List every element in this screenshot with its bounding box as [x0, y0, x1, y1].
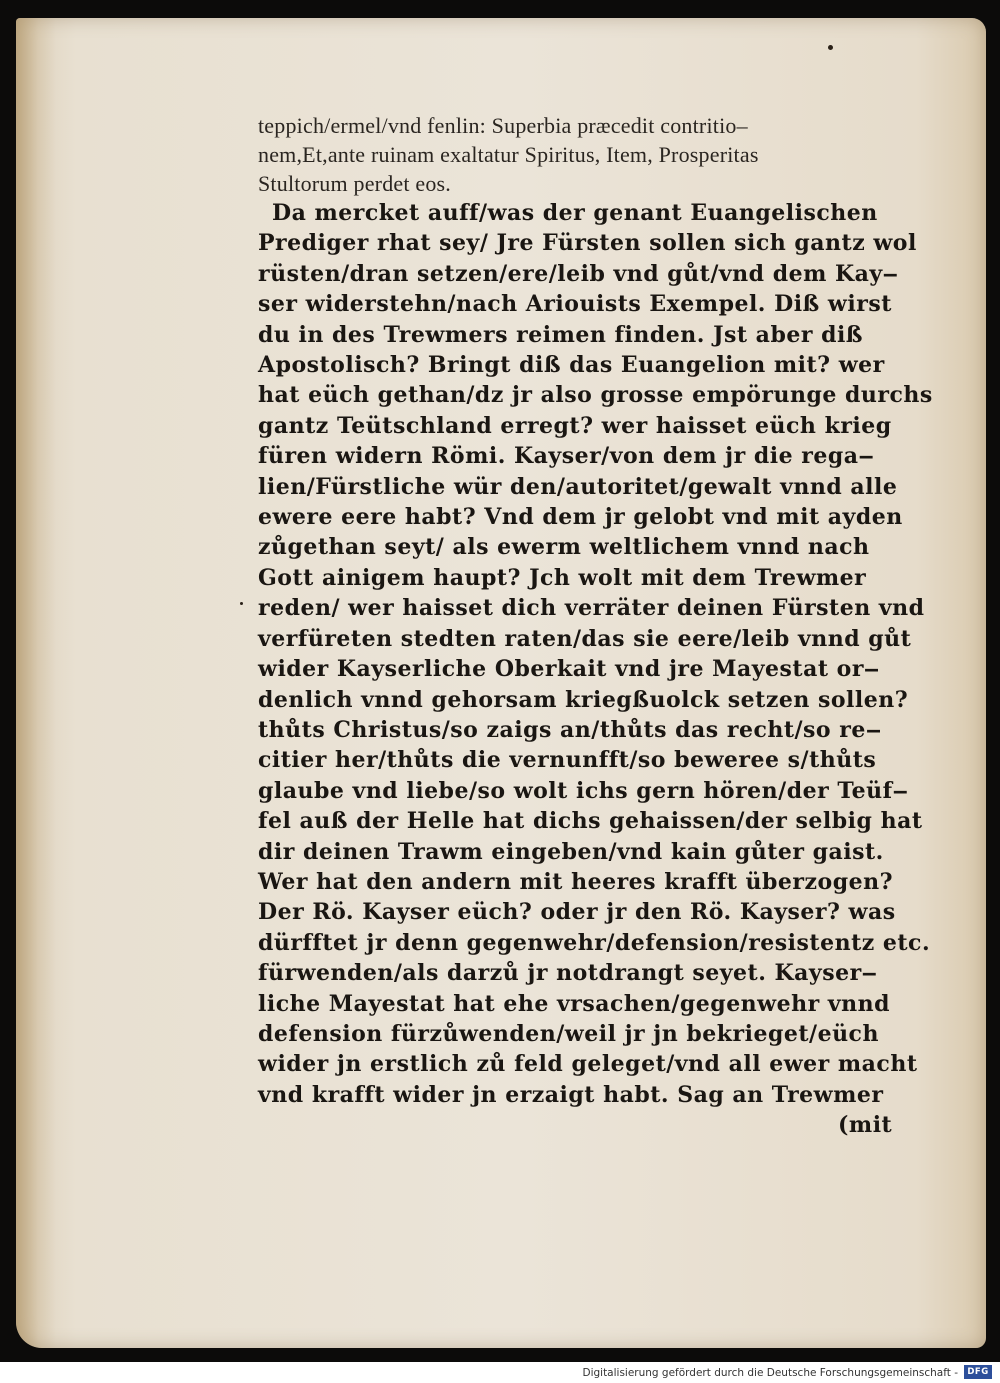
text-line: Gott ainigem haupt? Jch wolt mit dem Trewmer [258, 564, 867, 591]
text-line: glaube vnd liebe/so wolt ichs gern hören/der Teüf‒ [258, 777, 909, 804]
text-line: Apostolisch? Bringt diß das Euangelion mit? wer [258, 352, 885, 379]
text-line: Der Rö. Kayser eüch? oder jr den Rö. Kayser? was [258, 899, 896, 926]
text-line: reden/ wer haisset dich verräter deinen Fürsten vnd [258, 595, 925, 622]
funding-credit: Digitalisierung gefördert durch die Deutsche Forschungsgemeinschaft - [582, 1367, 958, 1379]
text-line: fel auß der Helle hat dichs gehaissen/der selbig hat [258, 808, 923, 835]
dfg-logo: DFG [964, 1365, 992, 1379]
text-line: Wer hat den andern mit heeres krafft überzogen? [258, 868, 893, 895]
text-line: Prediger rhat sey/ Jre Fürsten sollen sich gantz wol [258, 230, 917, 257]
text-line: dürfftet jr denn gegenwehr/defension/resistentz etc. [258, 929, 931, 956]
text-line: wider Kayserliche Oberkait vnd jre Mayestat or‒ [258, 656, 880, 683]
ink-speck [240, 602, 243, 605]
text-line-latin-3: Stultorum perdet eos. [258, 171, 452, 196]
text-line: ewere eere habt? Vnd dem jr gelobt vnd mit ayden [258, 504, 903, 531]
text-line: du in des Trewmers reimen finden. Jst aber diß [258, 321, 864, 348]
text-line: hat eüch gethan/dz jr also grosse empörunge durchs [258, 382, 933, 409]
text-line: denlich vnnd gehorsam kriegßuolck setzen sollen? [258, 686, 909, 713]
text-line: dir deinen Trawm eingeben/vnd kain gůter gaist. [258, 838, 884, 865]
text-line: wider jn erstlich zů feld geleget/vnd all ewer macht [258, 1051, 918, 1078]
text-line: fürwenden/als darzů jr notdrangt seyet. Kayser‒ [258, 960, 878, 987]
text-line: gantz Teütschland erregt? wer haisset eüch krieg [258, 412, 892, 439]
text-line: zůgethan seyt/ als ewerm weltlichem vnnd nach [258, 534, 870, 561]
ink-speck [828, 45, 833, 50]
text-line: liche Mayestat hat ehe vrsachen/gegenwehr vnnd [258, 990, 891, 1017]
text-line: citier her/thůts die vernunfft/so beweree s/thůts [258, 747, 877, 774]
text-line: verfüreten stedten raten/das sie eere/leib vnnd gůt [258, 625, 912, 652]
catchword: (mit [838, 1112, 893, 1139]
text-line: thůts Christus/so zaigs an/thůts das recht/so re‒ [258, 716, 882, 743]
text-line: ser widerstehn/nach Ariouists Exempel. Diß wirst [258, 291, 892, 318]
text-line-latin-2: nem,Et,ante ruinam exaltatur Spiritus, Item, Prosperitas [258, 142, 759, 167]
text-line-latin-1: teppich/ermel/vnd fenlin: Superbia præcedit contritio‒ [258, 113, 748, 138]
text-line: füren widern Römi. Kayser/von dem jr die rega‒ [258, 443, 875, 470]
text-line: vnd krafft wider jn erzaigt habt. Sag an Trewmer [258, 1081, 884, 1108]
text-line: lien/Fürstliche wür den/autoritet/gewalt vnnd alle [258, 473, 898, 500]
text-line: rüsten/dran setzen/ere/leib vnd gůt/vnd dem Kay‒ [258, 260, 899, 287]
text-line: Da mercket auff/was der genant Euangelischen [272, 200, 878, 226]
text-line: defension fürzůwenden/weil jr jn bekrieget/eüch [258, 1020, 879, 1047]
text-block [258, 111, 933, 1141]
